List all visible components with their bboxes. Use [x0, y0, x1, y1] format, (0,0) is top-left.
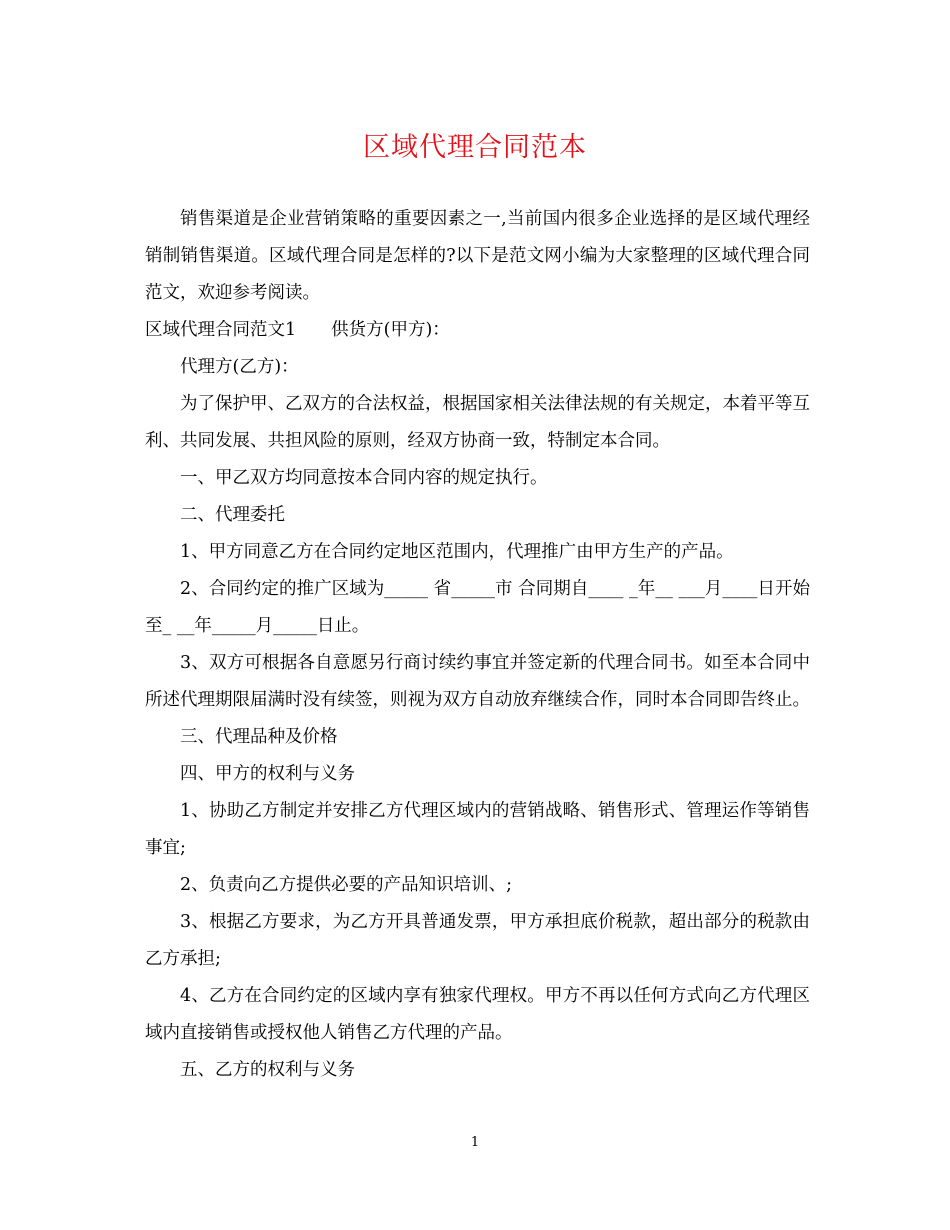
paragraph-clause-4-1: 1、协助乙方制定并安排乙方代理区域内的营销战略、销售形式、管理运作等销售事宜;: [145, 801, 810, 858]
paragraph-section-2-heading: 二、代理委托: [180, 505, 285, 525]
paragraph-clause-4-3: 3、根据乙方要求，为乙方开具普通发票，甲方承担底价税款，超出部分的税款由乙方承担;: [145, 912, 810, 969]
paragraph-clause-4-4: 4、乙方在合同约定的区域内享有独家代理权。甲方不再以任何方式向乙方代理区域内直接销售或授权他人销售乙方代理的产品。: [145, 986, 810, 1043]
page-number: 1: [470, 1135, 480, 1150]
paragraph-section-1: 一、甲乙双方均同意按本合同内容的规定执行。: [180, 468, 548, 488]
paragraph-section-5-heading: 五、乙方的权利与义务: [180, 1060, 355, 1080]
paragraph-agent-party: 代理方(乙方)：: [180, 357, 299, 377]
paragraph-section-3-heading: 三、代理品种及价格: [180, 727, 338, 747]
paragraph-clause-2-1: 1、甲方同意乙方在合同约定地区范围内，代理推广由甲方生产的产品。: [180, 542, 734, 562]
document-title: 区域代理合同范本: [363, 132, 587, 163]
document-body: [145, 201, 810, 1089]
paragraph-preamble: 为了保护甲、乙双方的合法权益，根据国家相关法律法规的有关规定，本着平等互利、共同发展、共担风险的原则，经双方协商一致，特制定本合同。: [145, 394, 810, 451]
paragraph-sample-heading: 区域代理合同范文1 供货方(甲方)：: [145, 320, 450, 340]
paragraph-section-4-heading: 四、甲方的权利与义务: [180, 764, 355, 784]
paragraph-clause-4-2: 2、负责向乙方提供必要的产品知识培训、;: [180, 875, 513, 895]
paragraph-clause-2-2: 2、合同约定的推广区域为_____ 省_____市 合同期自____ _年__ ___月____日开始至_ __年_____月_____日止。: [145, 579, 810, 636]
paragraph-clause-2-3: 3、双方可根据各自意愿另行商讨续约事宜并签定新的代理合同书。如至本合同中所述代理期限届满时没有续签，则视为双方自动放弃继续合作，同时本合同即告终止。: [145, 653, 810, 710]
paragraph-intro: 销售渠道是企业营销策略的重要因素之一,当前国内很多企业选择的是区域代理经销制销售渠道。区域代理合同是怎样的?以下是范文网小编为大家整理的区域代理合同范文，欢迎参考阅读。: [145, 209, 810, 303]
